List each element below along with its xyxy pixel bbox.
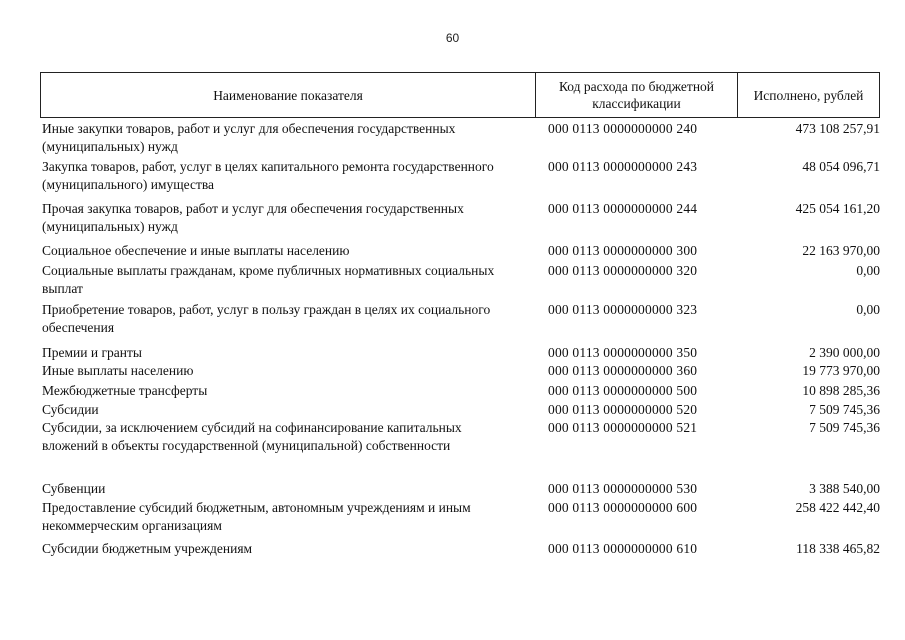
row-amount: 258 422 442,40 [795,500,880,515]
page-number: 60 [445,31,460,45]
row-amount: 19 773 970,00 [802,363,880,378]
row-code: 000 0113 0000000000 360 [548,363,698,378]
row-amount: 3 388 540,00 [809,481,880,496]
row-name: Иные закупки товаров, работ и услуг для обеспечения государственных (муниципальных) нужд [42,121,456,154]
row-code: 000 0113 0000000000 240 [548,121,698,136]
row-name: Субсидии [42,402,99,417]
row-name: Субсидии, за исключением субсидий на софинансирование капитальных вложений в объекты государственной (муниципальной) собственности [42,420,462,453]
row-code: 000 0113 0000000000 350 [548,345,698,360]
budget-table [40,72,880,556]
row-code: 000 0113 0000000000 244 [548,201,698,216]
row-name: Социальные выплаты гражданам, кроме публичных нормативных социальных выплат [42,263,495,296]
row-amount: 425 054 161,20 [795,201,880,216]
header-amount: Исполнено, рублей [753,87,864,103]
row-code: 000 0113 0000000000 243 [548,159,698,174]
row-name: Закупка товаров, работ, услуг в целях капитального ремонта государственного (муниципального) имущества [42,159,494,192]
table-header [40,72,880,118]
row-code: 000 0113 0000000000 520 [548,402,698,417]
row-name: Иные выплаты населению [42,363,194,378]
row-amount: 22 163 970,00 [802,243,880,258]
row-code: 000 0113 0000000000 500 [548,383,698,398]
row-amount: 10 898 285,36 [802,383,880,398]
row-amount: 118 338 465,82 [796,541,880,556]
row-code: 000 0113 0000000000 323 [548,302,698,317]
row-amount: 0,00 [856,302,880,317]
row-name: Социальное обеспечение и иные выплаты населению [42,243,350,258]
row-amount: 473 108 257,91 [795,121,880,136]
row-amount: 48 054 096,71 [802,159,880,174]
row-name: Межбюджетные трансферты [42,383,208,398]
row-code: 000 0113 0000000000 521 [548,420,698,435]
row-name: Предоставление субсидий бюджетным, автономным учреждениям и иным некоммерческим организациям [42,500,471,533]
header-code: Код расхода по бюджетной классификации [536,73,738,117]
row-name: Субсидии бюджетным учреждениям [42,541,253,556]
row-name: Прочая закупка товаров, работ и услуг для обеспечения государственных (муниципальных) нужд [42,201,464,234]
row-code: 000 0113 0000000000 600 [548,500,698,515]
row-name: Субвенции [42,481,106,496]
row-amount: 2 390 000,00 [809,345,880,360]
row-amount: 7 509 745,36 [809,420,880,435]
row-code: 000 0113 0000000000 320 [548,263,698,278]
row-code: 000 0113 0000000000 530 [548,481,698,496]
row-name: Приобретение товаров, работ, услуг в пользу граждан в целях их социального обеспечения [42,302,491,335]
row-amount: 7 509 745,36 [809,402,880,417]
header-name: Наименование показателя [41,73,536,117]
row-code: 000 0113 0000000000 610 [548,541,698,556]
row-name: Премии и гранты [42,345,142,360]
row-amount: 0,00 [856,263,880,278]
row-code: 000 0113 0000000000 300 [548,243,698,258]
